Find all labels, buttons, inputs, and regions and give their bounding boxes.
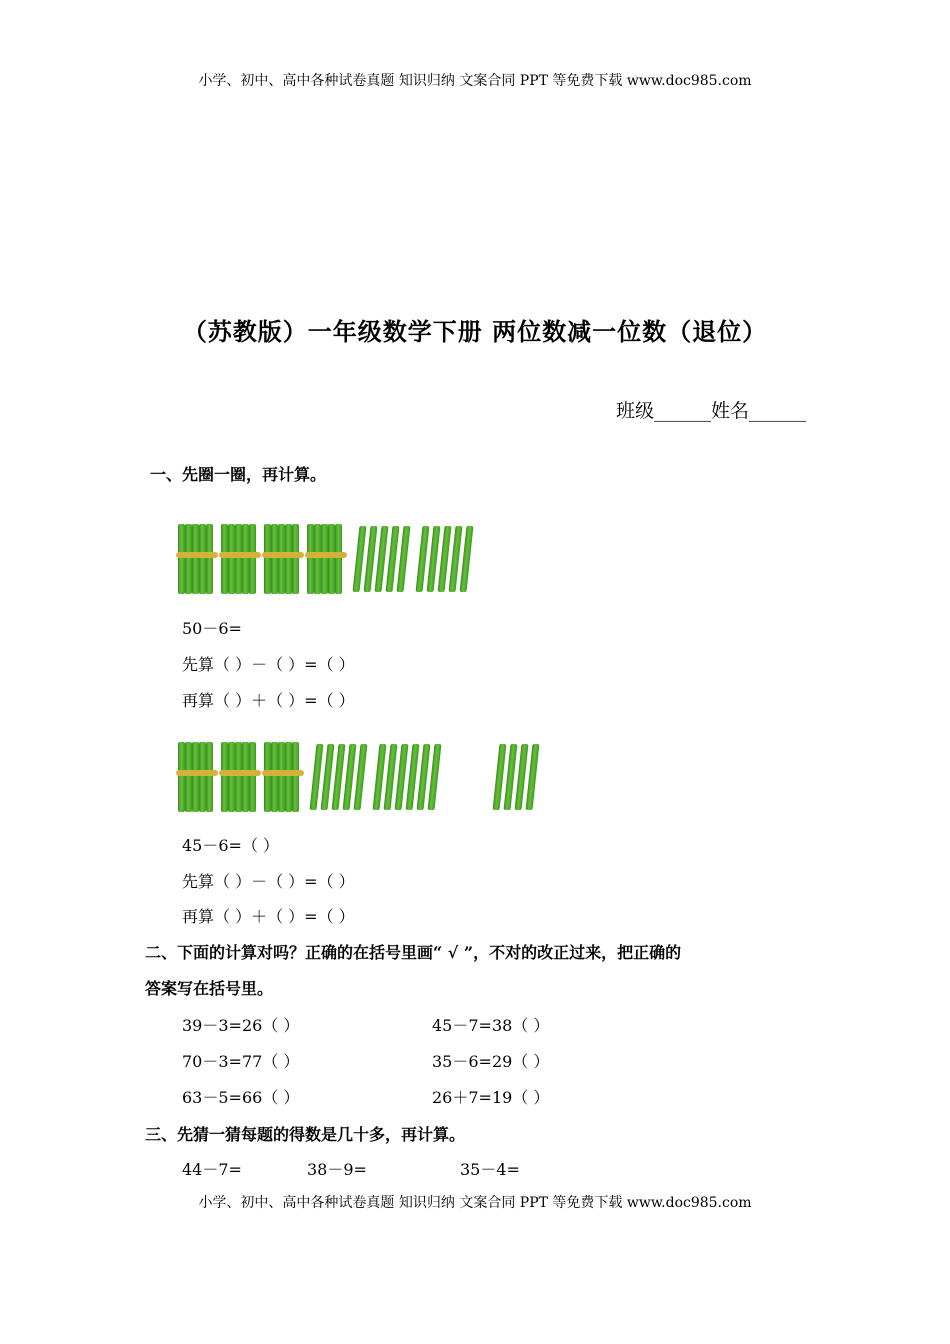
loose-stick xyxy=(397,526,411,592)
bundle-stick xyxy=(235,742,242,812)
bundle-stick xyxy=(278,524,285,594)
problem2-equation: 45－6=（ ） xyxy=(182,836,280,855)
bundle-stick xyxy=(206,524,213,594)
check-item: 39－3=26（ ） xyxy=(182,1016,300,1035)
bundle-stick xyxy=(221,524,228,594)
bundle-stick xyxy=(249,742,256,812)
bundle-stick xyxy=(242,742,249,812)
bundle-stick xyxy=(192,524,199,594)
problem1-step1: 先算（ ）－（ ）=（ ） xyxy=(182,655,355,674)
bundle-stick xyxy=(278,742,285,812)
bundle-stick xyxy=(292,742,299,812)
guess-item: 35－4= xyxy=(460,1160,520,1179)
bundle-stick xyxy=(185,742,192,812)
bundle-stick xyxy=(292,524,299,594)
check-item: 63－5=66（ ） xyxy=(182,1088,300,1107)
bundle-stick xyxy=(178,524,185,594)
counting-sticks-picture-1 xyxy=(176,522,496,598)
check-item: 70－3=77（ ） xyxy=(182,1052,300,1071)
check-item: 35－6=29（ ） xyxy=(432,1052,550,1071)
class-name-line: 班级______姓名______ xyxy=(615,400,806,422)
problem1-step2: 再算（ ）＋（ ）=（ ） xyxy=(182,691,355,710)
bundle-stick xyxy=(328,524,335,594)
bundle-stick xyxy=(242,524,249,594)
bundle-stick xyxy=(221,742,228,812)
section2-heading-line2: 答案写在括号里。 xyxy=(145,979,274,998)
section2-heading-line1: 二、下面的计算对吗？正确的在括号里画“ √ ”，不对的改正过来，把正确的 xyxy=(145,943,682,962)
bundle-stick xyxy=(335,524,342,594)
bundle-stick xyxy=(285,524,292,594)
bundle-stick xyxy=(206,742,213,812)
problem2-step1: 先算（ ）－（ ）=（ ） xyxy=(182,872,355,891)
bundle-stick xyxy=(199,742,206,812)
problem2-step2: 再算（ ）＋（ ）=（ ） xyxy=(182,907,355,926)
guess-item: 44－7= xyxy=(182,1160,242,1179)
bundle-stick xyxy=(285,742,292,812)
bundle-stick xyxy=(235,524,242,594)
bundle-stick xyxy=(271,524,278,594)
loose-stick xyxy=(460,526,474,592)
bundle-tie xyxy=(305,552,347,558)
check-item: 45－7=38（ ） xyxy=(432,1016,550,1035)
page-footer: 小学、初中、高中各种试卷真题 知识归纳 文案合同 PPT 等免费下载 www.doc985.com xyxy=(198,1195,752,1211)
bundle-stick xyxy=(271,742,278,812)
bundle-stick xyxy=(228,524,235,594)
bundle-tie xyxy=(262,770,304,776)
loose-stick xyxy=(526,744,540,810)
bundle-tie xyxy=(219,552,261,558)
bundle-stick xyxy=(199,524,206,594)
bundle-tie xyxy=(176,770,218,776)
bundle-stick xyxy=(321,524,328,594)
counting-sticks-picture-2 xyxy=(176,740,576,816)
bundle-tie xyxy=(176,552,218,558)
bundle-stick xyxy=(264,742,271,812)
stick-bundle xyxy=(305,522,345,594)
stick-bundle xyxy=(176,740,216,812)
problem1-equation: 50－6= xyxy=(182,619,242,638)
bundle-tie xyxy=(219,770,261,776)
section1-heading: 一、先圈一圈，再计算。 xyxy=(150,465,327,484)
page-header: 小学、初中、高中各种试卷真题 知识归纳 文案合同 PPT 等免费下载 www.doc985.com xyxy=(198,73,752,89)
check-item: 26＋7=19（ ） xyxy=(432,1088,550,1107)
section3-heading: 三、先猜一猜每题的得数是几十多，再计算。 xyxy=(145,1125,466,1144)
bundle-stick xyxy=(307,524,314,594)
loose-stick xyxy=(428,744,442,810)
bundle-tie xyxy=(262,552,304,558)
bundle-stick xyxy=(185,524,192,594)
stick-bundle xyxy=(219,740,259,812)
stick-bundle xyxy=(262,522,302,594)
stick-bundle xyxy=(219,522,259,594)
bundle-stick xyxy=(264,524,271,594)
bundle-stick xyxy=(228,742,235,812)
worksheet-title: （苏教版）一年级数学下册 两位数减一位数（退位） xyxy=(182,317,768,346)
bundle-stick xyxy=(178,742,185,812)
bundle-stick xyxy=(249,524,256,594)
guess-item: 38－9= xyxy=(307,1160,367,1179)
loose-stick xyxy=(354,744,368,810)
bundle-stick xyxy=(314,524,321,594)
stick-bundle xyxy=(176,522,216,594)
stick-bundle xyxy=(262,740,302,812)
bundle-stick xyxy=(192,742,199,812)
